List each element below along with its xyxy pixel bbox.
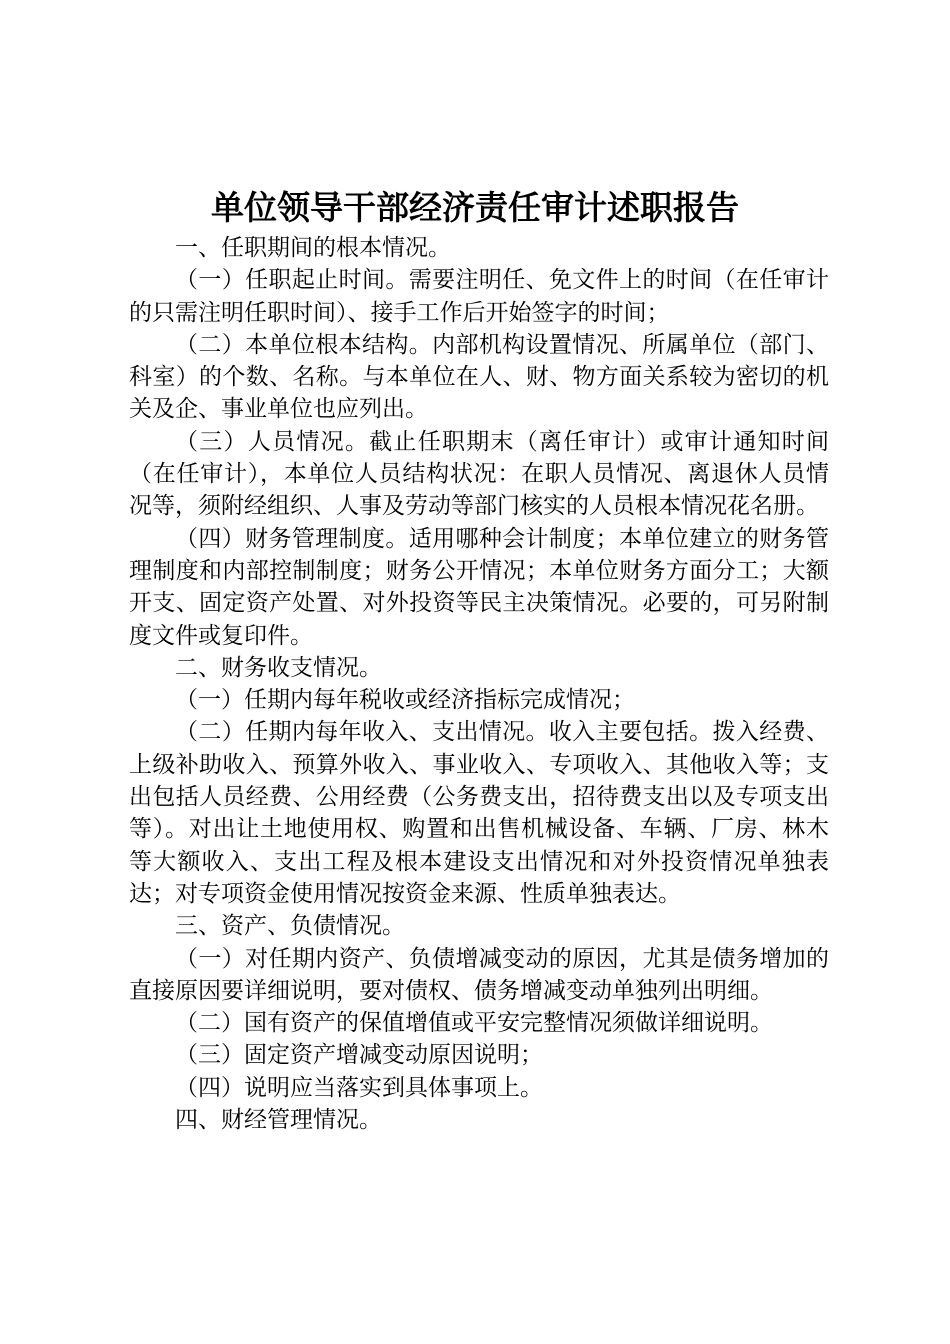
paragraph-unit-structure: （二）本单位根本结构。内部机构设置情况、所属单位（部门、科室）的个数、名称。与本单位在人、财、物方面关系较为密切的机关及企、事业单位也应列出。 (129, 331, 829, 423)
paragraph-tenure-period: （一）任职起止时间。需要注明任、免文件上的时间（在任审计的只需注明任职时间）、接手工作后开始签字的时间； (129, 267, 829, 326)
section-heading-1: 一、任职期间的根本情况。 (175, 235, 451, 261)
paragraph-financial-system: （四）财务管理制度。适用哪种会计制度；本单位建立的财务管理制度和内部控制制度；财务公开情况；本单位财务方面分工；大额开支、固定资产处置、对外投资等民主决策情况。必要的，可另附制度文件或复印件。 (129, 525, 829, 649)
paragraph-tax-indicators: （一）任期内每年税收或经济指标完成情况； (175, 687, 635, 714)
paragraph-state-assets: （二）国有资产的保值增值或平安完整情况须做详细说明。 (175, 1010, 773, 1037)
paragraph-asset-liability-change: （一）对任期内资产、负债增减变动的原因，尤其是债务增加的直接原因要详细说明，要对债权、债务增减变动单独列出明细。 (129, 945, 829, 1004)
section-heading-4: 四、财经管理情况。 (175, 1107, 382, 1134)
document-title: 单位领导干部经济责任审计述职报告 (211, 188, 739, 227)
section-heading-2: 二、财务收支情况。 (175, 654, 382, 681)
section-heading-3: 三、资产、负债情况。 (175, 913, 405, 940)
paragraph-specific-items: （四）说明应当落实到具体事项上。 (175, 1074, 543, 1101)
paragraph-personnel: （三）人员情况。截止任职期末（离任审计）或审计通知时间（在任审计），本单位人员结构状况：在职人员情况、离退休人员情况等，须附经组织、人事及劳动等部门核实的人员根本情况花名册。 (129, 428, 829, 520)
paragraph-fixed-assets: （三）固定资产增减变动原因说明； (175, 1042, 543, 1069)
document-body (129, 232, 829, 1136)
paragraph-income-expense: （二）任期内每年收入、支出情况。收入主要包括。拨入经费、上级补助收入、预算外收入、事业收入、专项收入、其他收入等；支出包括人员经费、公用经费（公务费支出，招待费支出以及专项支出等）。对出让土地使用权、购置和出售机械设备、车辆、厂房、林木等大额收入、支出工程及根本建设支出情况和对外投资情况单独表达；对专项资金使用情况按资金来源、性质单独表达。 (129, 719, 829, 907)
